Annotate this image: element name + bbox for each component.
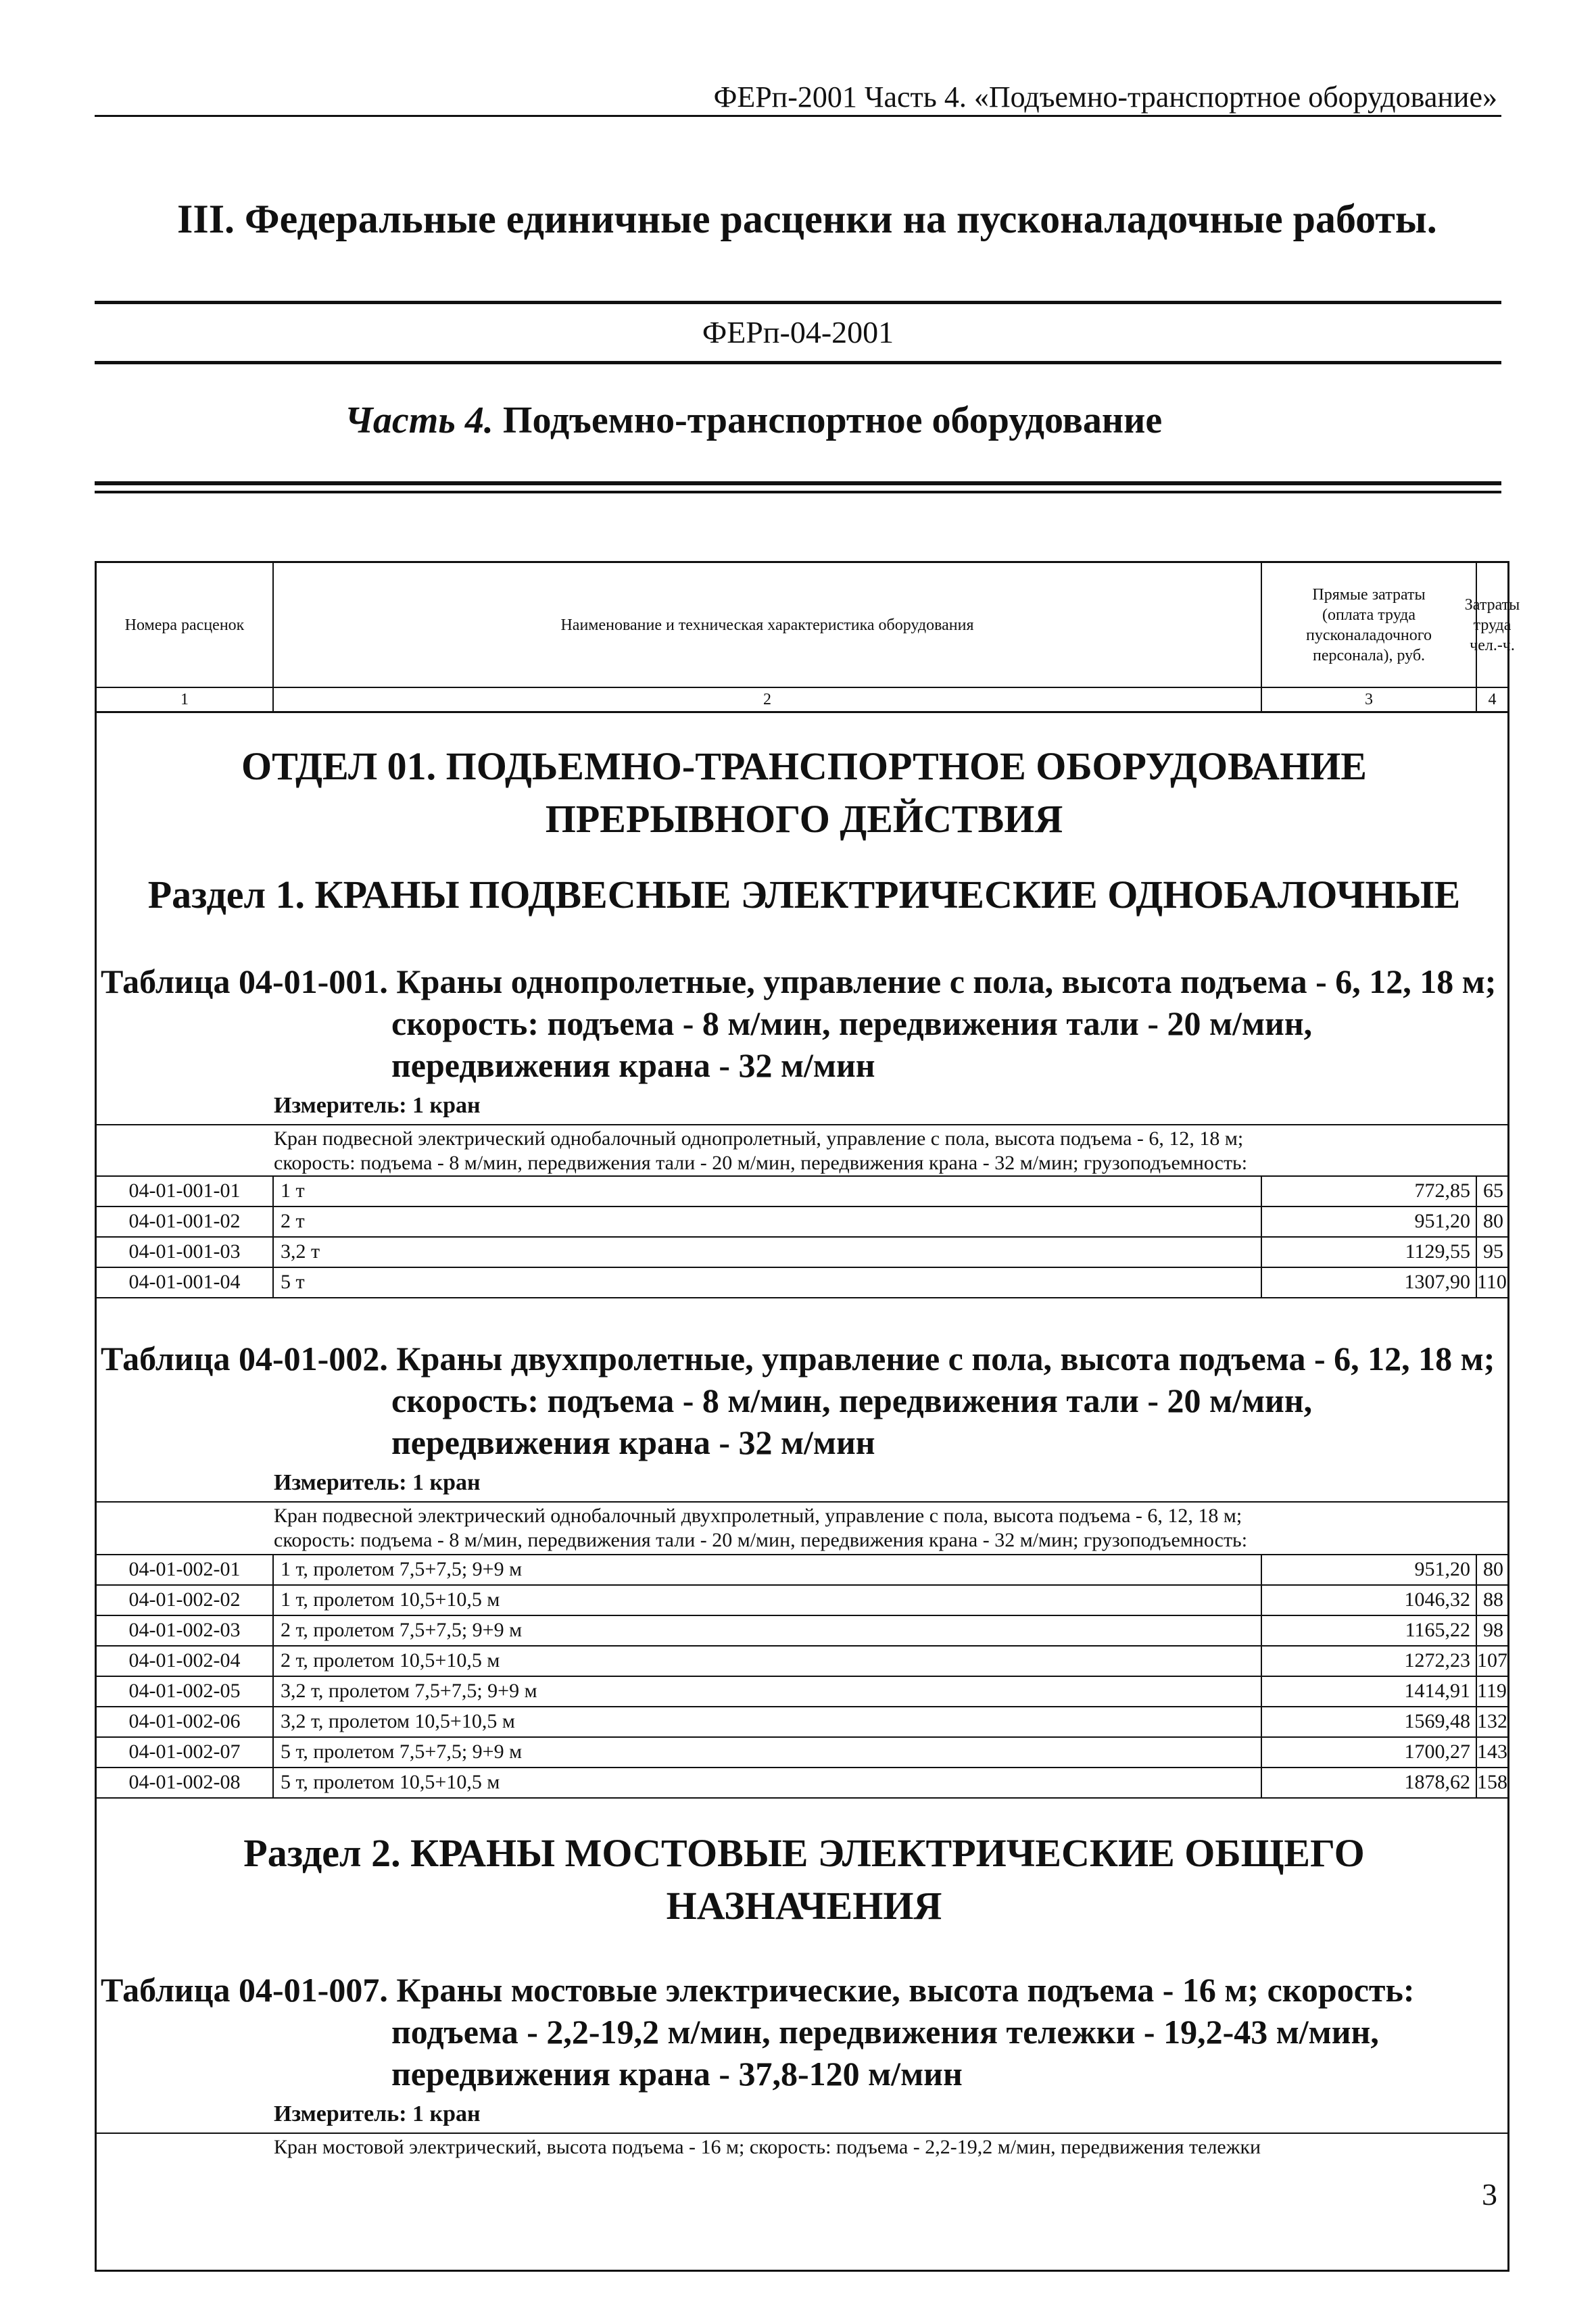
table-row xyxy=(97,1768,1507,1799)
capacity: 1 т, пролетом 10,5+10,5 м xyxy=(274,1586,1262,1615)
labor-cost: 132 xyxy=(1477,1710,1507,1732)
labor-cost: 110 xyxy=(1477,1271,1507,1293)
rate-code: 04-01-001-01 xyxy=(97,1177,274,1206)
direct-cost: 772,85 xyxy=(1262,1177,1477,1206)
rate-code: 04-01-001-02 xyxy=(97,1207,274,1236)
col-num-2: 2 xyxy=(274,688,1262,713)
capacity: 3,2 т xyxy=(274,1238,1262,1267)
table-1-description: Кран подвесной электрический однобалочный однопролетный, управление с пола, высота подъема - 6, 12, 18 м; скорость: подъема - 8 м/мин, передвижения тали - 20 м/мин, передвижения крана - 32 м/мин; грузоподъемность: xyxy=(274,1127,1248,1174)
table-2-unit: Измеритель: 1 кран xyxy=(274,1470,481,1495)
capacity: 5 т, пролетом 10,5+10,5 м xyxy=(274,1768,1262,1797)
direct-cost: 1272,23 xyxy=(1262,1647,1477,1676)
table-2-desc-rule xyxy=(97,1501,1507,1503)
page-number: 3 xyxy=(1482,2177,1497,2212)
table-row xyxy=(97,1586,1507,1616)
direct-cost: 1129,55 xyxy=(1262,1238,1477,1267)
capacity: 3,2 т, пролетом 7,5+7,5; 9+9 м xyxy=(274,1677,1262,1706)
labor-cost: 158 xyxy=(1477,1771,1507,1793)
labor-cost: 98 xyxy=(1483,1619,1503,1641)
otdel-heading: ОТДЕЛ 01. ПОДЬЕМНО-ТРАНСПОРТНОЕ ОБОРУДОВАНИЕ ПРЕРЫВНОГО ДЕЙСТВИЯ xyxy=(241,744,1367,841)
table-row xyxy=(97,1177,1507,1207)
col-header-name: Наименование и техническая характеристика оборудования xyxy=(274,563,1262,688)
labor-cost: 143 xyxy=(1477,1740,1507,1763)
capacity: 1 т xyxy=(274,1177,1262,1206)
capacity: 2 т, пролетом 10,5+10,5 м xyxy=(274,1647,1262,1676)
capacity: 3,2 т, пролетом 10,5+10,5 м xyxy=(274,1707,1262,1736)
capacity: 2 т xyxy=(274,1207,1262,1236)
table-row xyxy=(97,1738,1507,1768)
rate-code: 04-01-002-03 xyxy=(97,1616,274,1645)
rate-code: 04-01-002-07 xyxy=(97,1738,274,1767)
table-3-unit: Измеритель: 1 кран xyxy=(274,2101,481,2126)
capacity: 1 т, пролетом 7,5+7,5; 9+9 м xyxy=(274,1555,1262,1584)
rate-code: 04-01-001-04 xyxy=(97,1268,274,1297)
razdel-1-heading: Раздел 1. КРАНЫ ПОДВЕСНЫЕ ЭЛЕКТРИЧЕСКИЕ ОДНОБАЛОЧНЫЕ xyxy=(147,873,1461,917)
table-1-title: Таблица 04-01-001. Краны однопролетные, управление с пола, высота подъема - 6, 12, 18 м; скорость: подъема - 8 м/мин, передвижения тали - 20 м/мин, передвижения крана - 32 м/мин xyxy=(101,962,1497,1084)
rates-table xyxy=(95,561,1520,2272)
double-rule xyxy=(95,481,1501,493)
col-num-4: 4 xyxy=(1477,688,1507,713)
direct-cost: 1046,32 xyxy=(1262,1586,1477,1615)
running-header: ФЕРп-2001 Часть 4. «Подъемно-транспортное оборудование» xyxy=(713,80,1497,114)
table-3-title: Таблица 04-01-007. Краны мостовые электрические, высота подъема - 16 м; скорость: подъема - 2,2-19,2 м/мин, передвижения тележки - 19,2-43 м/мин, передвижения крана - 37,8-120 м/мин xyxy=(101,1971,1415,2093)
direct-cost: 1165,22 xyxy=(1262,1616,1477,1645)
rate-code: 04-01-002-08 xyxy=(97,1768,274,1797)
part-name: Подъемно-транспортное оборудование xyxy=(502,399,1163,441)
col-header-cost: Прямые затраты (оплата труда пусконаладочного персонала), руб. xyxy=(1262,563,1477,688)
labor-cost: 65 xyxy=(1483,1179,1503,1202)
table-3-desc-rule xyxy=(97,2133,1507,2134)
rate-code: 04-01-002-02 xyxy=(97,1586,274,1615)
razdel-2-heading: Раздел 2. КРАНЫ МОСТОВЫЕ ЭЛЕКТРИЧЕСКИЕ ОБЩЕГО НАЗНАЧЕНИЯ xyxy=(243,1831,1365,1928)
col-num-1: 1 xyxy=(97,688,274,713)
table-row xyxy=(97,1707,1507,1738)
col-header-codes: Номера расценок xyxy=(97,563,274,688)
labor-cost: 107 xyxy=(1477,1649,1507,1672)
capacity: 5 т, пролетом 7,5+7,5; 9+9 м xyxy=(274,1738,1262,1767)
table-row xyxy=(97,1238,1507,1268)
direct-cost: 1569,48 xyxy=(1262,1707,1477,1736)
table-row xyxy=(97,1647,1507,1677)
direct-cost: 1878,62 xyxy=(1262,1768,1477,1797)
table-row xyxy=(97,1616,1507,1647)
direct-cost: 951,20 xyxy=(1262,1555,1477,1584)
col-num-3: 3 xyxy=(1262,688,1477,713)
table-row xyxy=(97,1677,1507,1707)
table-row xyxy=(97,1555,1507,1586)
rate-code: 04-01-002-06 xyxy=(97,1707,274,1736)
table-row xyxy=(97,1207,1507,1238)
part-title xyxy=(345,399,1162,442)
table-1-unit: Измеритель: 1 кран xyxy=(274,1093,481,1118)
capacity: 5 т xyxy=(274,1268,1262,1297)
direct-cost: 1307,90 xyxy=(1262,1268,1477,1297)
labor-cost: 88 xyxy=(1483,1588,1503,1611)
rate-code: 04-01-002-05 xyxy=(97,1677,274,1706)
labor-cost: 80 xyxy=(1483,1210,1503,1232)
table-2-description: Кран подвесной электрический однобалочный двухпролетный, управление с пола, высота подъема - 6, 12, 18 м; скорость: подъема - 8 м/мин, передвижения тали - 20 м/мин, передвижения крана - 32 м/мин; грузоподъемность: xyxy=(274,1505,1248,1551)
table-row xyxy=(97,1268,1507,1298)
table-1-desc-rule xyxy=(97,1124,1507,1125)
labor-cost: 95 xyxy=(1483,1240,1503,1263)
rate-code: 04-01-001-03 xyxy=(97,1238,274,1267)
header-rule xyxy=(95,115,1501,117)
table-3-description: Кран мостовой электрический, высота подъема - 16 м; скорость: подъема - 2,2-19,2 м/мин, передвижения тележки xyxy=(274,2136,1261,2158)
labor-cost: 119 xyxy=(1477,1680,1507,1702)
main-title: III. Федеральные единичные расценки на пусконаладочные работы. xyxy=(177,197,1437,241)
part-prefix: Часть 4. xyxy=(345,399,493,441)
table-2-title: Таблица 04-01-002. Краны двухпролетные, управление с пола, высота подъема - 6, 12, 18 м; скорость: подъема - 8 м/мин, передвижения тали - 20 м/мин, передвижения крана - 32 м/мин xyxy=(101,1340,1495,1461)
capacity: 2 т, пролетом 7,5+7,5; 9+9 м xyxy=(274,1616,1262,1645)
direct-cost: 1700,27 xyxy=(1262,1738,1477,1767)
rate-code: 04-01-002-01 xyxy=(97,1555,274,1584)
labor-cost: 80 xyxy=(1483,1558,1503,1580)
col-header-labor: Затраты труда чел.-ч. xyxy=(1477,563,1507,688)
rate-code: 04-01-002-04 xyxy=(97,1647,274,1676)
direct-cost: 951,20 xyxy=(1262,1207,1477,1236)
document-code: ФЕРп-04-2001 xyxy=(95,301,1501,364)
direct-cost: 1414,91 xyxy=(1262,1677,1477,1706)
